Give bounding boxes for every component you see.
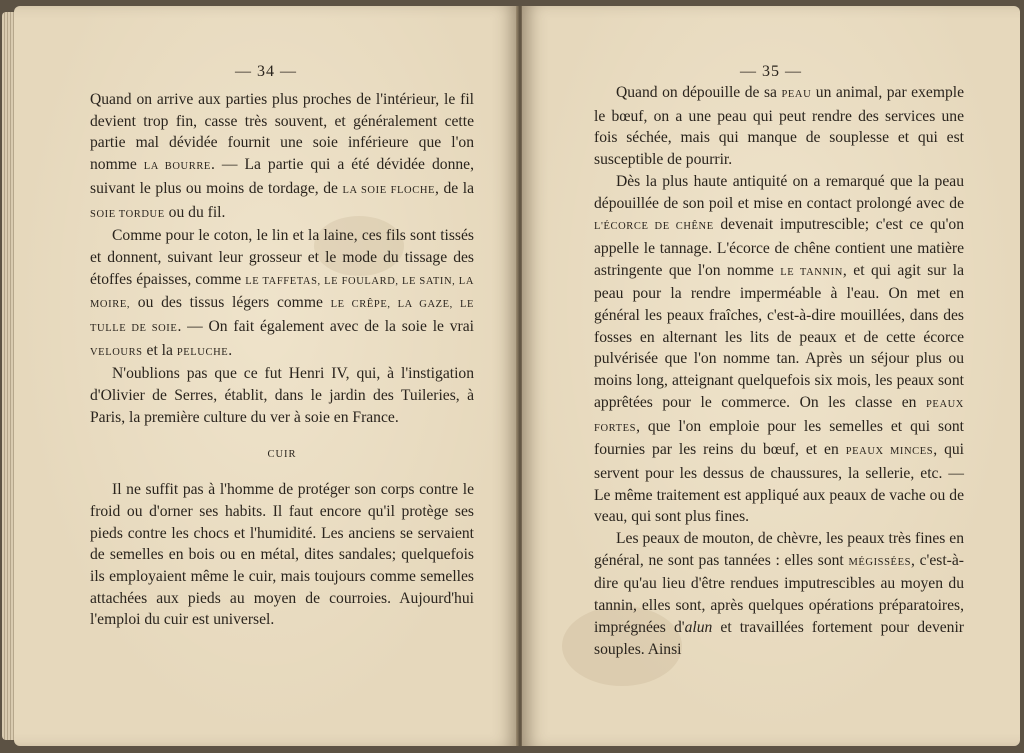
paragraph: Quand on arrive aux parties plus proches de l'intérieur, le fil devient trop fin, casse très souvent, et généralement cette partie mal dévidée fournit une soie inférieure que l'on nomme LA BOURRE. — La partie qui a été dévidée donne, suivant le plus ou moins de tordage, de LA SOIE FLOCHE, de la SOIE TORDUE ou du fil. [90, 91, 474, 221]
small-caps-term: PEAUX MINCES [845, 446, 934, 458]
small-caps-term: LA BOURRE [143, 161, 211, 173]
small-caps-term: PEAU [781, 89, 812, 100]
right-page-text [594, 82, 964, 660]
small-caps-term: PEAUX FORTES [594, 398, 964, 434]
small-caps-term: L'ÉCORCE DE CHÊNE [594, 221, 714, 233]
paragraph: Il ne suffit pas à l'homme de protéger son corps contre le froid ou d'orner ses habits. Il faut encore qu'il protège ses pieds contre les chocs et l'humidité. Les anciens se servaient de semelles en bois ou en métal, dites sandales; quelquefois ils employaient même le cuir, mais toujours comme semelles attachées aux pieds au moyen de courroies. Aujourd'hui l'emploi du cuir est universel. [90, 481, 474, 629]
paragraph: Les peaux de mouton, de chèvre, les peaux très fines en général, ne sont pas tannées : elles sont MÉGISSÉES, c'est-à-dire qu'au lieu d'être rendues imputrescibles au moyen du tannin, elles sont, après quelques opérations préparatoires, imprégnées d'alun et travaillées fortement pour devenir souples. Ainsi [594, 530, 965, 658]
small-caps-term: PELUCHE [176, 346, 229, 358]
small-caps-term: LA SOIE FLOCHE [342, 184, 436, 196]
small-caps-term: MÉGISSÉES [848, 556, 912, 568]
paragraph: Comme pour le coton, le lin et la laine, ces fils sont tissés et donnent, suivant leur grosseur et le mode du tissage des étoffes épaisses, comme LE TAFFETAS, LE FOULARD, LE SATIN, LA MOIRE, ou des tissus légers comme LE CRÊPE, LA GAZE, LE TULLE DE SOIE. — On fait également avec de la soie le vrai VELOURS et la PELUCHE. [90, 227, 475, 359]
paragraph: N'oublions pas que ce fut Henri IV, qui, à l'instigation d'Olivier de Serres, établit, dans le jardin des Tuileries, à Paris, la première culture du ver à soie en France. [90, 365, 474, 426]
section-heading: CUIR [267, 448, 297, 460]
right-page [522, 6, 1020, 746]
small-caps-term: LE TANNIN [780, 266, 843, 278]
paragraph: Dès la plus haute antiquité on a remarqué que la peau dépouillée de son poil et mise en contact prolongé avec de L'ÉCORCE DE CHÊNE devenait imputrescible; c'est ce qu'on appelle le tannage. L'écorce de chêne contient une matière astringente que l'on nomme LE TANNIN, et qui agit sur la peau pour la rendre imperméable à l'eau. On met en général les peaux fraîches, c'est-à-dire mouillées, dans des fosses en alternant les lits de peaux et de cette écorce pulvérisée que l'on nomme tan. Après un séjour plus ou moins long, atteignant quelquefois six mois, les peaux sont apprêtées pour le commerce. On les classe en PEAUX FORTES, que l'on emploie pour les semelles et qui sont fournies par les reins du bœuf, et en PEAUX MINCES, qui servent pour les dessus de chaussures, la sellerie, etc. — Le même traitement est appliqué aux peaux de vache ou de veau, qui sont plus fines. [594, 172, 964, 526]
small-caps-term: VELOURS [90, 346, 143, 358]
page-number: — 35 — [740, 63, 802, 80]
italic-term: alun [684, 618, 713, 636]
small-caps-term: SOIE TORDUE [90, 208, 165, 220]
paragraph: Quand on dépouille de sa PEAU un animal, par exemple le bœuf, on a une peau qui peut rendre des services une fois séchée, mais qui manque de souplesse et qui est susceptible de pourrir. [594, 84, 964, 169]
small-caps-term: LE TAFFETAS, LE FOULARD, LE SATIN, LA MOIRE, [90, 275, 475, 311]
left-page [14, 6, 518, 746]
left-page-text [90, 89, 474, 631]
small-caps-term: LE CRÊPE, LA GAZE, LE TULLE DE SOIE [90, 299, 474, 335]
page-number: — 34 — [235, 63, 297, 80]
